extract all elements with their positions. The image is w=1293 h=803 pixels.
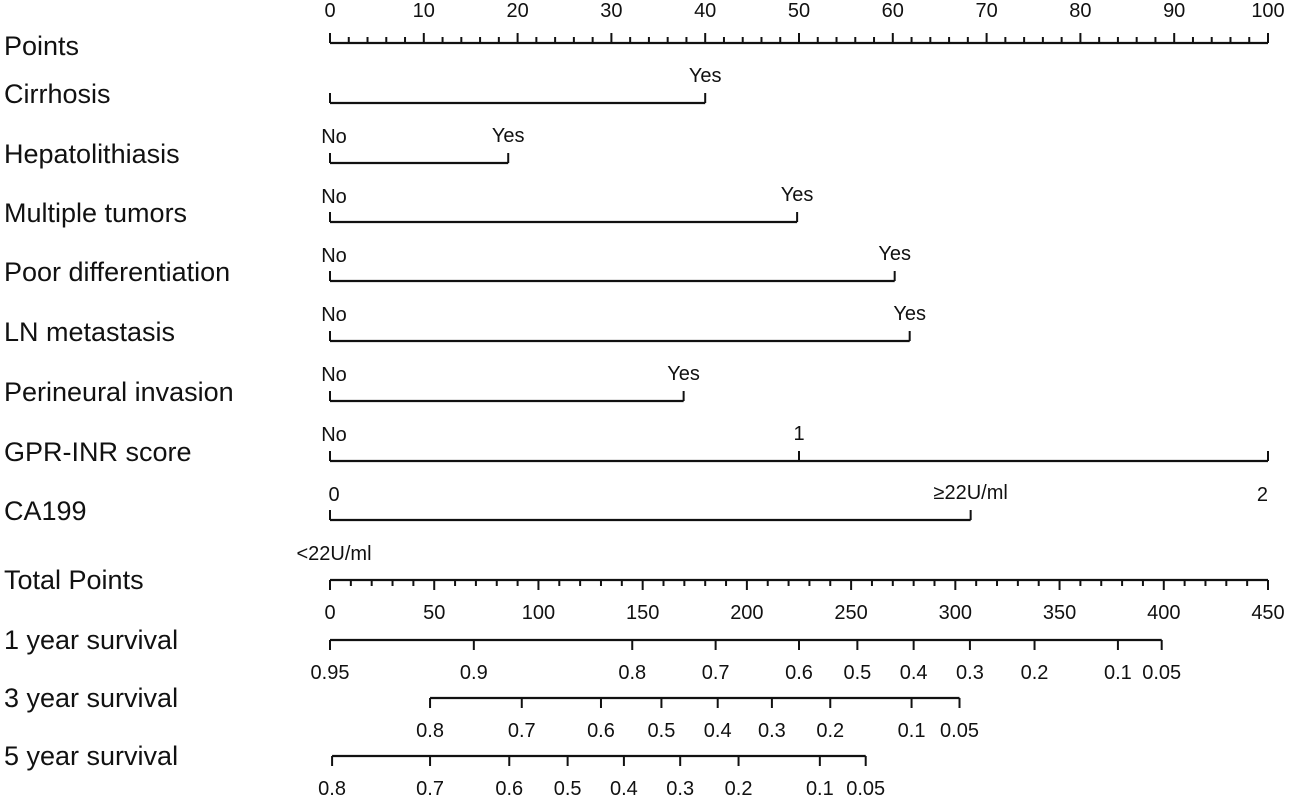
5-year-survival-tick-label: 0.5 xyxy=(553,778,582,800)
multiple-tumors-level-label: No xyxy=(321,245,347,267)
total-points-tick-label: 250 xyxy=(834,602,868,624)
5-year-survival-tick-label: 0.8 xyxy=(318,778,346,800)
points-tick-label: 50 xyxy=(787,0,811,22)
1-year-survival-tick-label: 0.4 xyxy=(899,662,928,684)
multiple-tumors-label: Multiple tumors xyxy=(4,198,188,228)
5-year-survival-tick-label: 0.3 xyxy=(666,778,695,800)
3-year-survival-tick-label: 0.1 xyxy=(897,720,926,742)
gpr-inr-score-level-label: 2 xyxy=(1256,484,1268,506)
1-year-survival-tick-label: 0.6 xyxy=(785,662,813,684)
3-year-survival-tick-label: 0.5 xyxy=(647,720,676,742)
5-year-survival-tick-label: 0.2 xyxy=(724,778,753,800)
total-points-tick-label: 100 xyxy=(521,602,556,624)
points-tick-label: 0 xyxy=(324,0,336,22)
5-year-survival-label: 5 year survival xyxy=(4,741,179,771)
ln-metastasis-level-label: Yes xyxy=(893,303,927,325)
poor-differentiation-level-label: Yes xyxy=(878,243,911,265)
1-year-survival-tick-label: 0.3 xyxy=(956,662,984,684)
3-year-survival-tick-label: 0.3 xyxy=(757,720,786,742)
1-year-survival-tick-label: 0.8 xyxy=(618,662,647,684)
total-points-label: Total Points xyxy=(4,565,144,595)
5-year-survival-tick-label: 0.4 xyxy=(610,778,638,800)
total-points-tick-label: 150 xyxy=(625,602,660,624)
perineural-invasion-level-label: Yes xyxy=(667,363,700,385)
1-year-survival-tick-label: 0.9 xyxy=(459,662,488,684)
total-points-tick-label: 0 xyxy=(324,602,336,624)
ln-metastasis-label: LN metastasis xyxy=(4,317,176,347)
5-year-survival-tick-label: 0.1 xyxy=(805,778,834,800)
1-year-survival-tick-label: 0.05 xyxy=(1142,662,1182,684)
total-points-tick-label: 50 xyxy=(423,602,446,624)
5-year-survival-tick-label: 0.05 xyxy=(846,778,886,800)
3-year-survival-tick-label: 0.7 xyxy=(507,720,536,742)
total-points-tick-label: 400 xyxy=(1147,602,1181,624)
3-year-survival-tick-label: 0.8 xyxy=(416,720,444,742)
total-points-tick-label: 300 xyxy=(938,602,973,624)
points-tick-label: 100 xyxy=(1251,0,1285,22)
ca199-level-label: ≥22U/ml xyxy=(933,482,1008,504)
3-year-survival-tick-label: 0.4 xyxy=(703,720,732,742)
ln-metastasis-level-label: No xyxy=(321,364,347,386)
5-year-survival-tick-label: 0.6 xyxy=(495,778,524,800)
points-tick-label: 60 xyxy=(881,0,904,22)
1-year-survival-tick-label: 0.2 xyxy=(1020,662,1049,684)
1-year-survival-tick-label: 0.1 xyxy=(1104,662,1132,684)
gpr-inr-score-label: GPR-INR score xyxy=(4,437,192,467)
multiple-tumors-level-label: Yes xyxy=(780,184,814,206)
1-year-survival-tick-label: 0.95 xyxy=(310,662,350,684)
hepatolithiasis-level-label: Yes xyxy=(491,125,525,147)
perineural-invasion-level-label: No xyxy=(321,424,347,446)
points-tick-label: 30 xyxy=(600,0,623,22)
3-year-survival-tick-label: 0.05 xyxy=(940,720,979,742)
1-year-survival-tick-label: 0.5 xyxy=(843,662,872,684)
poor-differentiation-label: Poor differentiation xyxy=(4,257,231,287)
poor-differentiation-level-label: No xyxy=(321,304,347,326)
3-year-survival-tick-label: 0.2 xyxy=(816,720,845,742)
hepatolithiasis-label: Hepatolithiasis xyxy=(4,139,180,169)
3-year-survival-tick-label: 0.6 xyxy=(587,720,615,742)
points-tick-label: 90 xyxy=(1163,0,1186,22)
1-year-survival-tick-label: 0.7 xyxy=(701,662,730,684)
cirrhosis-label: Cirrhosis xyxy=(4,79,111,109)
5-year-survival-tick-label: 0.7 xyxy=(416,778,444,800)
points-label: Points xyxy=(4,31,80,61)
points-tick-label: 80 xyxy=(1069,0,1092,22)
ca199-level-label: <22U/ml xyxy=(296,543,372,565)
points-tick-label: 20 xyxy=(506,0,529,22)
3-year-survival-label: 3 year survival xyxy=(4,683,179,713)
perineural-invasion-label: Perineural invasion xyxy=(4,377,234,407)
gpr-inr-score-level-label: 0 xyxy=(328,484,340,506)
total-points-tick-label: 200 xyxy=(730,602,764,624)
cirrhosis-level-label: Yes xyxy=(688,65,722,87)
points-tick-label: 10 xyxy=(412,0,435,22)
hepatolithiasis-level-label: No xyxy=(321,186,347,208)
ca199-label: CA199 xyxy=(4,496,87,526)
1-year-survival-label: 1 year survival xyxy=(4,625,179,655)
total-points-tick-label: 350 xyxy=(1042,602,1077,624)
cirrhosis-level-label: No xyxy=(321,126,347,148)
total-points-tick-label: 450 xyxy=(1251,602,1285,624)
points-tick-label: 70 xyxy=(975,0,998,22)
gpr-inr-score-level-label: 1 xyxy=(793,423,805,445)
points-tick-label: 40 xyxy=(694,0,717,22)
